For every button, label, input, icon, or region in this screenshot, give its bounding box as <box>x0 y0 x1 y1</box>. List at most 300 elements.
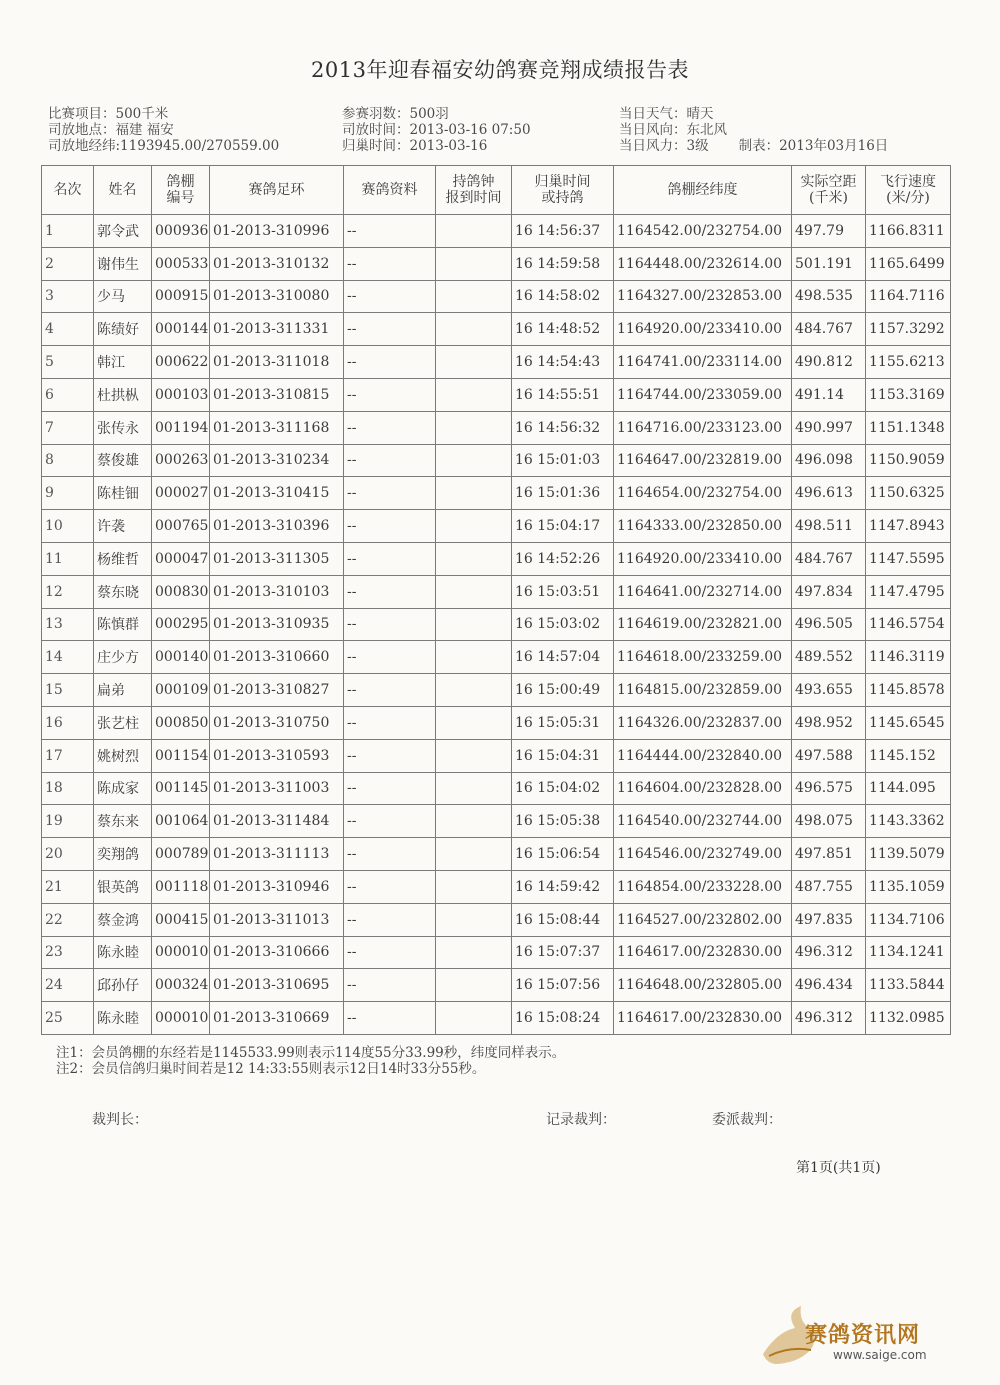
cell-rank: 2 <box>42 247 94 280</box>
cell-rank: 8 <box>42 444 94 477</box>
cell-speed: 1135.1059 <box>866 870 951 903</box>
cell-info: -- <box>344 280 436 313</box>
cell-name: 蔡金鸿 <box>94 903 152 936</box>
wind-direction: 当日风向：东北风 <box>619 122 727 138</box>
cell-return-time: 16 15:05:31 <box>512 706 614 739</box>
col-ring: 赛鸽足环 <box>210 166 344 215</box>
cell-info: -- <box>344 641 436 674</box>
cell-distance: 489.552 <box>792 641 866 674</box>
note-1: 注1：会员鸽棚的东经若是1145533.99则表示114度55分33.99秒，纬度同样表示。 <box>56 1045 566 1061</box>
meta-middle <box>342 106 531 154</box>
cell-name: 陈永睦 <box>94 936 152 969</box>
page-indicator: 第1页(共1页) <box>796 1160 881 1176</box>
cell-rank: 19 <box>42 805 94 838</box>
cell-clock-time <box>436 510 512 543</box>
cell-coords: 1164542.00/232754.00 <box>614 215 792 248</box>
cell-rank: 3 <box>42 280 94 313</box>
cell-distance: 490.997 <box>792 411 866 444</box>
cell-rank: 17 <box>42 739 94 772</box>
table-row <box>42 378 951 411</box>
cell-info: -- <box>344 313 436 346</box>
cell-clock-time <box>436 1002 512 1035</box>
cell-coords: 1164854.00/233228.00 <box>614 870 792 903</box>
cell-name: 少马 <box>94 280 152 313</box>
cell-clock-time <box>436 838 512 871</box>
note-2: 注2：会员信鸽归巢时间若是12 14:33:55则表示12日14时33分55秒。 <box>56 1061 486 1077</box>
table-row <box>42 346 951 379</box>
cell-ring: 01-2013-310396 <box>210 510 344 543</box>
cell-speed: 1150.6325 <box>866 477 951 510</box>
cell-coords: 1164654.00/232754.00 <box>614 477 792 510</box>
cell-ring: 01-2013-310815 <box>210 378 344 411</box>
col-return-time: 归巢时间 或持鸽 <box>512 166 614 215</box>
cell-name: 许袭 <box>94 510 152 543</box>
cell-loft-no: 000263 <box>152 444 210 477</box>
col-rank: 名次 <box>42 166 94 215</box>
cell-return-time: 16 15:01:03 <box>512 444 614 477</box>
cell-speed: 1145.152 <box>866 739 951 772</box>
header-row <box>42 166 951 215</box>
cell-ring: 01-2013-310666 <box>210 936 344 969</box>
cell-speed: 1145.8578 <box>866 674 951 707</box>
cell-info: -- <box>344 542 436 575</box>
table-row <box>42 674 951 707</box>
cell-clock-time <box>436 346 512 379</box>
cell-clock-time <box>436 739 512 772</box>
cell-name: 奕翔鸽 <box>94 838 152 871</box>
cell-distance: 496.098 <box>792 444 866 477</box>
results-body <box>42 215 951 1035</box>
cell-clock-time <box>436 969 512 1002</box>
cell-rank: 22 <box>42 903 94 936</box>
cell-clock-time <box>436 805 512 838</box>
cell-clock-time <box>436 313 512 346</box>
table-row <box>42 903 951 936</box>
table-row <box>42 608 951 641</box>
cell-loft-no: 000850 <box>152 706 210 739</box>
cell-speed: 1134.1241 <box>866 936 951 969</box>
table-row <box>42 215 951 248</box>
cell-info: -- <box>344 674 436 707</box>
cell-info: -- <box>344 477 436 510</box>
cell-speed: 1144.095 <box>866 772 951 805</box>
cell-speed: 1147.4795 <box>866 575 951 608</box>
cell-clock-time <box>436 903 512 936</box>
cell-distance: 497.835 <box>792 903 866 936</box>
cell-loft-no: 000936 <box>152 215 210 248</box>
cell-clock-time <box>436 575 512 608</box>
cell-loft-no: 001194 <box>152 411 210 444</box>
cell-rank: 21 <box>42 870 94 903</box>
cell-rank: 14 <box>42 641 94 674</box>
cell-info: -- <box>344 870 436 903</box>
cell-ring: 01-2013-310669 <box>210 1002 344 1035</box>
cell-coords: 1164920.00/233410.00 <box>614 313 792 346</box>
table-row <box>42 313 951 346</box>
cell-speed: 1145.6545 <box>866 706 951 739</box>
cell-return-time: 16 14:56:32 <box>512 411 614 444</box>
cell-clock-time <box>436 411 512 444</box>
cell-rank: 10 <box>42 510 94 543</box>
cell-clock-time <box>436 674 512 707</box>
cell-ring: 01-2013-311013 <box>210 903 344 936</box>
release-time: 司放时间：2013-03-16 07:50 <box>342 122 531 138</box>
chief-judge-label: 裁判长： <box>92 1112 148 1128</box>
table-row <box>42 969 951 1002</box>
cell-coords: 1164448.00/232614.00 <box>614 247 792 280</box>
cell-return-time: 16 15:07:56 <box>512 969 614 1002</box>
cell-info: -- <box>344 215 436 248</box>
cell-distance: 498.535 <box>792 280 866 313</box>
return-time: 归巢时间：2013-03-16 <box>342 138 488 154</box>
cell-return-time: 16 14:48:52 <box>512 313 614 346</box>
col-coords: 鸽棚经纬度 <box>614 166 792 215</box>
cell-ring: 01-2013-310750 <box>210 706 344 739</box>
cell-return-time: 16 15:06:54 <box>512 838 614 871</box>
table-row <box>42 542 951 575</box>
cell-coords: 1164617.00/232830.00 <box>614 936 792 969</box>
cell-ring: 01-2013-311331 <box>210 313 344 346</box>
release-coords: 司放地经纬:1193945.00/270559.00 <box>48 138 280 154</box>
cell-return-time: 16 14:59:42 <box>512 870 614 903</box>
cell-speed: 1153.3169 <box>866 378 951 411</box>
meta-right <box>619 106 888 154</box>
cell-distance: 496.505 <box>792 608 866 641</box>
cell-clock-time <box>436 641 512 674</box>
cell-name: 邱孙仔 <box>94 969 152 1002</box>
cell-distance: 496.434 <box>792 969 866 1002</box>
cell-return-time: 16 15:08:24 <box>512 1002 614 1035</box>
cell-rank: 23 <box>42 936 94 969</box>
table-row <box>42 838 951 871</box>
wind-force: 当日风力：3级 <box>619 138 709 154</box>
table-row <box>42 411 951 444</box>
cell-return-time: 16 15:00:49 <box>512 674 614 707</box>
cell-distance: 496.312 <box>792 936 866 969</box>
cell-speed: 1132.0985 <box>866 1002 951 1035</box>
cell-distance: 497.834 <box>792 575 866 608</box>
cell-loft-no: 000010 <box>152 1002 210 1035</box>
watermark-name: 赛鸽资讯网 <box>805 1323 921 1348</box>
cell-name: 扁弟 <box>94 674 152 707</box>
cell-info: -- <box>344 510 436 543</box>
table-row <box>42 280 951 313</box>
cell-distance: 498.952 <box>792 706 866 739</box>
table-row <box>42 247 951 280</box>
table-row <box>42 870 951 903</box>
col-info: 赛鸽资料 <box>344 166 436 215</box>
cell-rank: 12 <box>42 575 94 608</box>
cell-name: 蔡俊雄 <box>94 444 152 477</box>
cell-ring: 01-2013-310234 <box>210 444 344 477</box>
cell-coords: 1164741.00/233114.00 <box>614 346 792 379</box>
cell-loft-no: 000144 <box>152 313 210 346</box>
cell-ring: 01-2013-311113 <box>210 838 344 871</box>
table-row <box>42 739 951 772</box>
cell-name: 陈绩好 <box>94 313 152 346</box>
cell-clock-time <box>436 280 512 313</box>
cell-name: 张艺柱 <box>94 706 152 739</box>
cell-ring: 01-2013-310415 <box>210 477 344 510</box>
notes <box>56 1045 565 1077</box>
weather: 当日天气：晴天 <box>619 106 714 122</box>
cell-speed: 1134.7106 <box>866 903 951 936</box>
cell-clock-time <box>436 215 512 248</box>
cell-return-time: 16 15:01:36 <box>512 477 614 510</box>
cell-return-time: 16 15:04:02 <box>512 772 614 805</box>
cell-speed: 1133.5844 <box>866 969 951 1002</box>
cell-loft-no: 000027 <box>152 477 210 510</box>
cell-return-time: 16 15:04:17 <box>512 510 614 543</box>
cell-distance: 496.575 <box>792 772 866 805</box>
cell-info: -- <box>344 378 436 411</box>
cell-coords: 1164641.00/232714.00 <box>614 575 792 608</box>
cell-ring: 01-2013-311168 <box>210 411 344 444</box>
cell-distance: 484.767 <box>792 313 866 346</box>
cell-rank: 25 <box>42 1002 94 1035</box>
col-name: 姓名 <box>94 166 152 215</box>
cell-loft-no: 000915 <box>152 280 210 313</box>
cell-clock-time <box>436 936 512 969</box>
cell-info: -- <box>344 706 436 739</box>
cell-return-time: 16 14:54:43 <box>512 346 614 379</box>
cell-return-time: 16 15:07:37 <box>512 936 614 969</box>
cell-coords: 1164326.00/232837.00 <box>614 706 792 739</box>
cell-name: 张传永 <box>94 411 152 444</box>
results-table <box>41 165 951 1035</box>
cell-ring: 01-2013-310103 <box>210 575 344 608</box>
cell-return-time: 16 14:56:37 <box>512 215 614 248</box>
cell-distance: 501.191 <box>792 247 866 280</box>
cell-info: -- <box>344 903 436 936</box>
cell-info: -- <box>344 411 436 444</box>
cell-return-time: 16 15:08:44 <box>512 903 614 936</box>
table-row <box>42 641 951 674</box>
cell-return-time: 16 15:04:31 <box>512 739 614 772</box>
cell-rank: 24 <box>42 969 94 1002</box>
cell-name: 陈桂钿 <box>94 477 152 510</box>
cell-name: 韩江 <box>94 346 152 379</box>
cell-ring: 01-2013-310946 <box>210 870 344 903</box>
cell-info: -- <box>344 936 436 969</box>
release-place: 司放地点：福建 福安 <box>48 122 174 138</box>
race-item: 比赛项目：500千米 <box>48 106 169 122</box>
cell-speed: 1147.8943 <box>866 510 951 543</box>
cell-ring: 01-2013-311484 <box>210 805 344 838</box>
cell-speed: 1146.3119 <box>866 641 951 674</box>
cell-rank: 1 <box>42 215 94 248</box>
cell-distance: 497.588 <box>792 739 866 772</box>
cell-return-time: 16 15:03:02 <box>512 608 614 641</box>
cell-speed: 1147.5595 <box>866 542 951 575</box>
cell-rank: 15 <box>42 674 94 707</box>
cell-info: -- <box>344 772 436 805</box>
col-speed: 飞行速度 (米/分) <box>866 166 951 215</box>
cell-info: -- <box>344 969 436 1002</box>
cell-loft-no: 000140 <box>152 641 210 674</box>
cell-info: -- <box>344 739 436 772</box>
delegate-judge-label: 委派裁判： <box>712 1112 782 1128</box>
cell-rank: 16 <box>42 706 94 739</box>
cell-name: 蔡东来 <box>94 805 152 838</box>
col-loft-no: 鸽棚 编号 <box>152 166 210 215</box>
cell-return-time: 16 15:03:51 <box>512 575 614 608</box>
cell-loft-no: 000010 <box>152 936 210 969</box>
cell-ring: 01-2013-311305 <box>210 542 344 575</box>
page-title: 2013年迎春福安幼鸽赛竞翔成绩报告表 <box>311 58 689 82</box>
cell-coords: 1164527.00/232802.00 <box>614 903 792 936</box>
prepared-date: 制表：2013年03月16日 <box>738 138 889 154</box>
cell-coords: 1164327.00/232853.00 <box>614 280 792 313</box>
table-row <box>42 1002 951 1035</box>
cell-name: 杨维哲 <box>94 542 152 575</box>
cell-ring: 01-2013-310660 <box>210 641 344 674</box>
table-row <box>42 575 951 608</box>
cell-info: -- <box>344 1002 436 1035</box>
cell-name: 谢伟生 <box>94 247 152 280</box>
cell-speed: 1146.5754 <box>866 608 951 641</box>
cell-clock-time <box>436 608 512 641</box>
cell-name: 陈永睦 <box>94 1002 152 1035</box>
cell-loft-no: 000103 <box>152 378 210 411</box>
cell-coords: 1164815.00/232859.00 <box>614 674 792 707</box>
cell-clock-time <box>436 706 512 739</box>
cell-clock-time <box>436 477 512 510</box>
cell-speed: 1155.6213 <box>866 346 951 379</box>
cell-loft-no: 000830 <box>152 575 210 608</box>
cell-coords: 1164617.00/232830.00 <box>614 1002 792 1035</box>
cell-return-time: 16 14:55:51 <box>512 378 614 411</box>
cell-ring: 01-2013-310695 <box>210 969 344 1002</box>
cell-name: 陈慎群 <box>94 608 152 641</box>
cell-info: -- <box>344 575 436 608</box>
cell-rank: 18 <box>42 772 94 805</box>
cell-coords: 1164647.00/232819.00 <box>614 444 792 477</box>
cell-loft-no: 000324 <box>152 969 210 1002</box>
cell-loft-no: 000047 <box>152 542 210 575</box>
cell-loft-no: 000789 <box>152 838 210 871</box>
cell-distance: 496.613 <box>792 477 866 510</box>
cell-rank: 5 <box>42 346 94 379</box>
cell-clock-time <box>436 247 512 280</box>
cell-coords: 1164546.00/232749.00 <box>614 838 792 871</box>
cell-speed: 1157.3292 <box>866 313 951 346</box>
cell-loft-no: 000295 <box>152 608 210 641</box>
cell-loft-no: 001145 <box>152 772 210 805</box>
cell-rank: 11 <box>42 542 94 575</box>
cell-name: 庄少方 <box>94 641 152 674</box>
cell-speed: 1166.8311 <box>866 215 951 248</box>
table-row <box>42 510 951 543</box>
cell-clock-time <box>436 772 512 805</box>
cell-info: -- <box>344 444 436 477</box>
table-row <box>42 772 951 805</box>
cell-clock-time <box>436 542 512 575</box>
cell-info: -- <box>344 838 436 871</box>
cell-coords: 1164604.00/232828.00 <box>614 772 792 805</box>
cell-rank: 4 <box>42 313 94 346</box>
cell-ring: 01-2013-311018 <box>210 346 344 379</box>
recorder-judge-label: 记录裁判： <box>546 1112 616 1128</box>
cell-coords: 1164744.00/233059.00 <box>614 378 792 411</box>
cell-clock-time <box>436 444 512 477</box>
cell-coords: 1164333.00/232850.00 <box>614 510 792 543</box>
cell-distance: 490.812 <box>792 346 866 379</box>
cell-coords: 1164619.00/232821.00 <box>614 608 792 641</box>
cell-ring: 01-2013-310996 <box>210 215 344 248</box>
cell-info: -- <box>344 608 436 641</box>
cell-name: 蔡东晓 <box>94 575 152 608</box>
cell-name: 陈成家 <box>94 772 152 805</box>
table-row <box>42 805 951 838</box>
cell-distance: 498.511 <box>792 510 866 543</box>
table-row <box>42 444 951 477</box>
col-distance: 实际空距 (千米) <box>792 166 866 215</box>
cell-loft-no: 000533 <box>152 247 210 280</box>
cell-ring: 01-2013-310827 <box>210 674 344 707</box>
cell-rank: 7 <box>42 411 94 444</box>
cell-ring: 01-2013-310935 <box>210 608 344 641</box>
watermark-logo <box>755 1298 955 1374</box>
cell-name: 姚树烈 <box>94 739 152 772</box>
cell-distance: 493.655 <box>792 674 866 707</box>
cell-ring: 01-2013-310132 <box>210 247 344 280</box>
cell-speed: 1164.7116 <box>866 280 951 313</box>
cell-clock-time <box>436 870 512 903</box>
cell-distance: 496.312 <box>792 1002 866 1035</box>
cell-name: 杜拱枞 <box>94 378 152 411</box>
cell-coords: 1164540.00/232744.00 <box>614 805 792 838</box>
cell-return-time: 16 15:05:38 <box>512 805 614 838</box>
cell-info: -- <box>344 247 436 280</box>
cell-loft-no: 001064 <box>152 805 210 838</box>
cell-ring: 01-2013-311003 <box>210 772 344 805</box>
watermark-url: www.saige.com <box>833 1348 927 1362</box>
cell-loft-no: 001154 <box>152 739 210 772</box>
cell-name: 银英鸽 <box>94 870 152 903</box>
cell-loft-no: 001118 <box>152 870 210 903</box>
cell-coords: 1164920.00/233410.00 <box>614 542 792 575</box>
cell-speed: 1139.5079 <box>866 838 951 871</box>
cell-rank: 6 <box>42 378 94 411</box>
table-row <box>42 936 951 969</box>
cell-info: -- <box>344 346 436 379</box>
cell-loft-no: 000765 <box>152 510 210 543</box>
cell-distance: 498.075 <box>792 805 866 838</box>
cell-coords: 1164648.00/232805.00 <box>614 969 792 1002</box>
cell-distance: 487.755 <box>792 870 866 903</box>
entries: 参赛羽数：500羽 <box>342 106 449 122</box>
cell-speed: 1151.1348 <box>866 411 951 444</box>
cell-speed: 1165.6499 <box>866 247 951 280</box>
cell-rank: 13 <box>42 608 94 641</box>
table-row <box>42 477 951 510</box>
cell-return-time: 16 14:57:04 <box>512 641 614 674</box>
cell-loft-no: 000415 <box>152 903 210 936</box>
meta-left <box>48 106 279 154</box>
cell-rank: 20 <box>42 838 94 871</box>
cell-return-time: 16 14:58:02 <box>512 280 614 313</box>
cell-distance: 497.79 <box>792 215 866 248</box>
cell-rank: 9 <box>42 477 94 510</box>
cell-name: 郭令武 <box>94 215 152 248</box>
cell-distance: 491.14 <box>792 378 866 411</box>
cell-coords: 1164716.00/233123.00 <box>614 411 792 444</box>
cell-speed: 1150.9059 <box>866 444 951 477</box>
cell-loft-no: 000109 <box>152 674 210 707</box>
cell-clock-time <box>436 378 512 411</box>
cell-coords: 1164444.00/232840.00 <box>614 739 792 772</box>
